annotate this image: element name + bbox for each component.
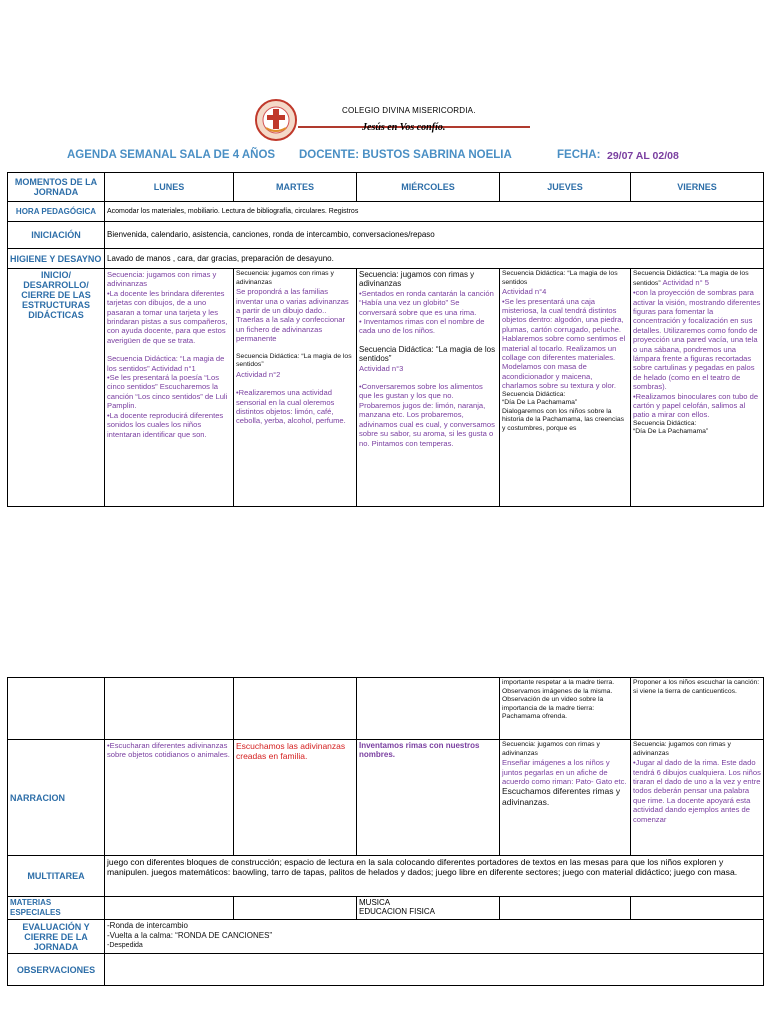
row-iniciacion	[8, 222, 764, 249]
fecha-label: FECHA:	[557, 149, 601, 161]
evaluacion-despedida: -Despedida	[107, 942, 143, 949]
cell-desarrollo-viernes	[631, 269, 764, 507]
jueves-respetar: importante respetar a la madre tierra. Observamos imágenes de la misma.	[502, 679, 615, 695]
row-desarrollo	[8, 269, 764, 507]
continuation-empty-3	[234, 678, 357, 740]
jueves-dialogo: Dialogaremos con los niños sobre la historia de la Pachamama, las creencias y costumbres, porque es	[502, 407, 625, 433]
jueves-secuencia: Secuencia Didáctica: “La magia de los sentidos	[502, 270, 618, 286]
lunes-tarjetas: •La docente les brindara diferentes tarjetas con dibujos, de a uno pasaran a tomar una tarjeta y les brindaran pistas a sus compañeros, con ayuda docente, para que estos averigüen de que se trata.	[107, 288, 228, 345]
viernes-binoculares: •Realizamos binoculares con tubo de cartón y papel celofán, salimos al patio a mirar con ellos.	[633, 391, 759, 420]
martes-secuencia-sentidos: Secuencia Didáctica: “La magia de los sentidos”	[236, 352, 352, 369]
lunes-poesia: •Se les presentará la poesía “Los cinco sentidos” Escucharemos la canción “Los cinco sentidos” de Luli Pamplin.	[107, 373, 228, 411]
continuation-jueves	[500, 678, 631, 740]
martes-sensorial: •Realizaremos una actividad sensorial en la cual oleremos distintos objetos: limón, café, cebolla, yerba, alcohol, perfume.	[236, 388, 346, 426]
continuation-viernes	[631, 678, 764, 740]
lunes-sonidos: •La docente reproducirá diferentes sonidos los cuales los niños intentaran identificar que son.	[107, 410, 224, 439]
cell-desarrollo-jueves	[500, 269, 631, 507]
narracion-viernes-dado: •Jugar al dado de la rima. Este dado tendrá 6 dibujos cualquiera. Los niños tiraran el dado de uno a la vez y entre todos deberán pensar una palabra que rime. La docente apoyará esta actividad dando ejemplos antes de comenzar	[633, 758, 761, 824]
table-header-row	[8, 173, 764, 202]
narracion-viernes-secuencia: Secuencia: jugamos con rimas y adivinanzas	[633, 741, 731, 757]
iniciacion-text: Bienvenida, calendario, asistencia, canciones, ronda de intercambio, conversaciones/repaso	[105, 222, 764, 249]
materias-miercoles	[357, 897, 500, 920]
miercoles-actividad: Actividad n°3	[359, 363, 404, 373]
col-header-viernes: VIERNES	[631, 173, 764, 202]
cell-desarrollo-miercoles	[357, 269, 500, 507]
cell-desarrollo-lunes	[105, 269, 234, 507]
higiene-text: Lavado de manos , cara, dar gracias, preparación de desayuno.	[105, 249, 764, 269]
jueves-video: Observación de un video sobre la importancia de la madre tierra: Pachamama ofrenda.	[502, 696, 604, 721]
materias-musica: MUSICA	[359, 898, 391, 907]
jueves-caja: •Se les presentará una caja misteriosa, la cual tendrá distintos objetos dentro: algodón, una piedra, plumas, cartón corrugado, peluche. Hablaremos sobre como sentimos el material al tocarlo. Realizamos un collage con diferentes materiales. Modelamos con masa de acondicionador y maicena, charlamos sobre su textura y olor.	[502, 296, 626, 391]
viernes-secuencia-text: Secuencia Didáctica: “La magia de los sentidos”	[633, 270, 749, 287]
row-label-multitarea: MULTITAREA	[8, 856, 105, 897]
martes-familias: Se propondrá a las familias inventar una o varias adivinanzas a partir de un dibujo dado.. Traerlas a la sala y confeccionar un fichero de adivinanzas permanente	[236, 287, 349, 344]
viernes-secuencia-2: Secuencia Didáctica:	[633, 419, 697, 427]
observaciones-text	[105, 954, 764, 986]
materias-viernes	[631, 897, 764, 920]
agenda-title: AGENDA SEMANAL SALA DE 4 AÑOS	[67, 149, 276, 161]
agenda-title-row	[67, 149, 757, 163]
narracion-jueves-imagenes: Enseñar imágenes a los niños y juntos pegarlas en un afiche de acuerdo como riman: Pato- Gato etc.	[502, 758, 627, 786]
row-label-hora-pedagogica: HORA PEDAGÓGICA	[8, 202, 105, 222]
viernes-sombras: •con la proyección de sombras para activar la visión, mostrando diferentes figuras para fomentar la concentración y focalización en sus detalles. Utilizaremos como fondo de proyección una pared vacía, una tela o una sábana, pondremos una lámpara frente a figuras recortadas sobre cartulinas y pegadas en palos de helado (como en el teatro de sombras).	[633, 288, 761, 392]
jueves-pachamama-title: “Día De La Pachamama”	[502, 399, 578, 407]
materias-lunes	[105, 897, 234, 920]
teacher-name: DOCENTE: BUSTOS SABRINA NOELIA	[299, 149, 512, 161]
continuation-empty-2	[105, 678, 234, 740]
weekly-agenda-table	[7, 172, 764, 507]
viernes-cancion: Proponer a los niños escuchar la canción: si viene la tierra de canticuenticos.	[633, 679, 760, 695]
multitarea-text: juego con diferentes bloques de construcción; espacio de lectura en la sala colocando diferentes portadores de textos en las mesas para que los niños exploren y manipulen. juegos matemáticos: baowling, tarro de tapas, palitos de helados y dados; juego libre en diferente sectores; juego con material didáctico; juego con masa.	[105, 856, 764, 897]
row-hora-pedagogica	[8, 202, 764, 222]
row-evaluacion	[8, 920, 764, 954]
row-higiene	[8, 249, 764, 269]
row-observaciones	[8, 954, 764, 986]
row-label-observaciones: OBSERVACIONES	[8, 954, 105, 986]
school-name: COLEGIO DIVINA MISERICORDIA.	[342, 106, 476, 115]
martes-secuencia: Secuencia: jugamos con rimas y adivinanzas	[236, 270, 334, 286]
continuation-empty-1	[8, 678, 105, 740]
narracion-martes: Escuchamos las adivinanzas creadas en familia.	[234, 740, 357, 856]
narracion-jueves-escuchamos: Escuchamos diferentes rimas y adivinanzas.	[502, 786, 621, 808]
col-header-miercoles: MIÉRCOLES	[357, 173, 500, 202]
materias-jueves	[500, 897, 631, 920]
lunes-secuencia-sentidos: Secuencia Didáctica: “La magia de los sentidos” Actividad n°1	[107, 354, 225, 373]
continuation-empty-4	[357, 678, 500, 740]
col-header-jueves: JUEVES	[500, 173, 631, 202]
materias-educacion-fisica: EDUCACION FISICA	[359, 907, 436, 917]
row-multitarea	[8, 856, 764, 897]
evaluacion-calma: -Vuelta a la calma: “RONDA DE CANCIONES”	[107, 931, 273, 940]
viernes-secuencia	[633, 270, 761, 288]
row-label-narracion: NARRACION	[8, 740, 105, 856]
jueves-secuencia-2: Secuencia Didáctica:	[502, 390, 566, 398]
school-motto: Jesús en Vos confío.	[362, 122, 446, 133]
evaluacion-ronda: -Ronda de intercambio	[107, 921, 188, 930]
viernes-actividad: Actividad n° 5	[662, 277, 709, 287]
row-label-evaluacion: EVALUACIÓN Y CIERRE DE LA JORNADA	[8, 920, 105, 954]
materias-martes	[234, 897, 357, 920]
hora-pedagogica-text: Acomodar los materiales, mobiliario. Lectura de bibliografía, circulares. Registros	[105, 202, 764, 222]
miercoles-jugos: •Conversaremos sobre los alimentos que les gustan y los que no. Probaremos jugos de: limón, naranja, manzana etc. Los probaremos, adivinamos cual es cual, y conversamos sobre su sabor, su aroma, si les gusta o no. Pintamos con temperas.	[359, 382, 495, 448]
row-narracion	[8, 740, 764, 856]
evaluacion-text	[105, 920, 764, 954]
viernes-pachamama-title: “Día De La Pachamama”	[633, 428, 709, 436]
narracion-jueves-secuencia: Secuencia: jugamos con rimas y adivinanzas	[502, 741, 600, 757]
weekly-agenda-table-continued	[7, 677, 764, 986]
cell-desarrollo-martes	[234, 269, 357, 507]
col-header-martes: MARTES	[234, 173, 357, 202]
col-header-momentos: MOMENTOS DE LA JORNADA	[8, 173, 105, 202]
row-label-iniciacion: INICIACIÓN	[8, 222, 105, 249]
row-materias	[8, 897, 764, 920]
miercoles-secuencia: Secuencia: jugamos con rimas y adivinanzas	[359, 270, 475, 289]
narracion-lunes: •Escucharan diferentes adivinanzas sobre objetos cotidianos o animales.	[105, 740, 234, 856]
lunes-secuencia: Secuencia: jugamos con rimas y adivinanzas	[107, 270, 217, 289]
logo-graphic	[244, 96, 532, 144]
fecha-value: 29/07 AL 02/08	[607, 150, 679, 162]
miercoles-secuencia-sentidos: Secuencia Didáctica: “La magia de los sentidos”	[359, 344, 496, 364]
narracion-viernes	[631, 740, 764, 856]
col-header-lunes: LUNES	[105, 173, 234, 202]
miercoles-rimas-nombre: • Inventamos rimas con el nombre de cada uno de los niños.	[359, 317, 485, 336]
row-continuation	[8, 678, 764, 740]
row-label-materias: MATERIAS ESPECIALES	[8, 897, 105, 920]
school-logo	[244, 96, 532, 144]
jueves-actividad: Actividad n°4	[502, 287, 547, 297]
miercoles-globito: •Sentados en ronda cantarán la canción “Había una vez un globito” Se conversará sobre que es una rima.	[359, 288, 494, 317]
narracion-miercoles: Inventamos rimas con nuestros nombres.	[357, 740, 500, 856]
row-label-higiene: HIGIENE Y DESAYNO	[8, 249, 105, 269]
narracion-jueves	[500, 740, 631, 856]
row-label-desarrollo: INICIO/ DESARROLLO/ CIERRE DE LAS ESTRUCTURAS DIDÁCTICAS	[8, 269, 105, 507]
martes-actividad: Actividad n°2	[236, 369, 281, 379]
